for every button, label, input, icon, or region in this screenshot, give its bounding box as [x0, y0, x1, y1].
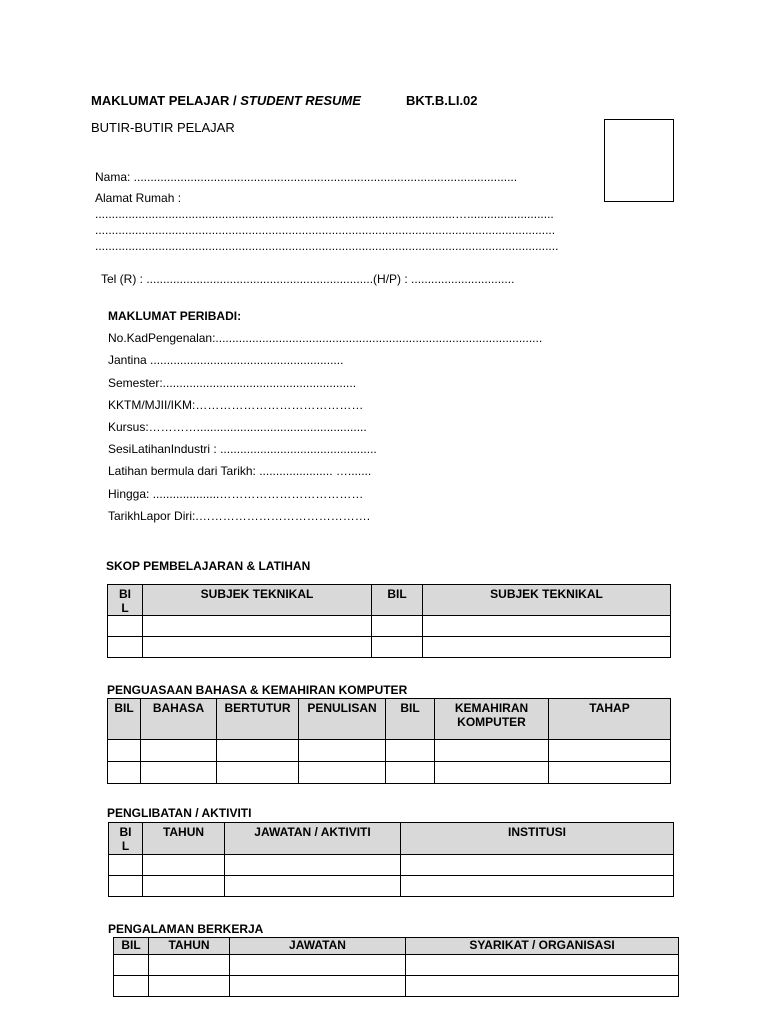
photo-box — [604, 119, 674, 202]
table-cell[interactable] — [549, 740, 671, 762]
aktiviti-heading: PENGLIBATAN / AKTIVITI — [107, 806, 252, 820]
alamat-line-2: .......................................................................................................................................... — [95, 223, 556, 237]
col-header: BI L — [109, 823, 143, 855]
col-header: TAHUN — [143, 823, 225, 855]
table-row — [108, 762, 671, 784]
tarikh-mula-field: Latihan bermula dari Tarikh: ...................... …....... — [108, 464, 372, 478]
col-header: BERTUTUR — [217, 699, 299, 740]
table-cell[interactable] — [549, 762, 671, 784]
tel-field: Tel (R) : ....................................................................(H/P) : ............................... — [101, 272, 515, 286]
table-cell[interactable] — [299, 740, 386, 762]
col-header: SUBJEK TEKNIKAL — [423, 585, 671, 616]
table-cell[interactable] — [149, 955, 230, 976]
table-cell[interactable] — [217, 762, 299, 784]
col-header: SYARIKAT / ORGANISASI — [406, 938, 679, 955]
col-header: BIL — [114, 938, 149, 955]
table-cell[interactable] — [143, 616, 372, 637]
col-header: JAWATAN — [230, 938, 406, 955]
hingga-field: Hingga: ....................……………………………… — [108, 487, 364, 501]
title-italic: STUDENT RESUME — [240, 93, 361, 108]
table-cell[interactable] — [225, 855, 401, 876]
table-cell[interactable] — [108, 637, 143, 658]
bahasa-table — [107, 698, 671, 784]
semester-field: Semester:.......................................................... — [108, 376, 357, 390]
table-cell[interactable] — [423, 616, 671, 637]
sesi-field: SesiLatihanIndustri : ............................................... — [108, 442, 377, 456]
page-title — [91, 93, 361, 108]
table-cell[interactable] — [386, 740, 435, 762]
table-cell[interactable] — [372, 637, 423, 658]
col-header: KEMAHIRAN KOMPUTER — [435, 699, 549, 740]
lapor-diri-field: TarikhLapor Diri:.……………………………………. — [108, 509, 371, 523]
subtitle: BUTIR-BUTIR PELAJAR — [91, 120, 235, 135]
table-cell[interactable] — [435, 762, 549, 784]
kerja-heading: PENGALAMAN BERKERJA — [108, 922, 264, 936]
table-cell[interactable] — [149, 976, 230, 997]
institusi-field: KKTM/MJII/IKM:…………………………………… — [108, 398, 364, 412]
skop-table — [107, 584, 671, 658]
table-cell[interactable] — [108, 616, 143, 637]
col-header: TAHUN — [149, 938, 230, 955]
table-cell[interactable] — [372, 616, 423, 637]
table-cell[interactable] — [143, 637, 372, 658]
table-cell[interactable] — [141, 740, 217, 762]
nama-field: Nama: ................................................................................................................... — [95, 170, 518, 184]
ic-field: No.KadPengenalan:.................................................................................................. — [108, 331, 543, 345]
col-header: BIL — [372, 585, 423, 616]
col-header: TAHAP — [549, 699, 671, 740]
table-row — [114, 976, 679, 997]
table-cell[interactable] — [109, 876, 143, 897]
table-cell[interactable] — [230, 976, 406, 997]
table-header-row — [108, 699, 671, 740]
doc-code: BKT.B.LI.02 — [406, 93, 478, 108]
col-header: JAWATAN / AKTIVITI — [225, 823, 401, 855]
table-cell[interactable] — [386, 762, 435, 784]
table-cell[interactable] — [230, 955, 406, 976]
title-plain: MAKLUMAT PELAJAR / — [91, 93, 241, 108]
col-header: BAHASA — [141, 699, 217, 740]
table-cell[interactable] — [435, 740, 549, 762]
alamat-line-3: ........................................................................................................................................... — [95, 239, 559, 253]
personal-heading: MAKLUMAT PERIBADI: — [108, 309, 242, 323]
table-row — [108, 740, 671, 762]
kerja-table — [113, 937, 679, 997]
col-header: BIL — [108, 699, 141, 740]
table-cell[interactable] — [108, 762, 141, 784]
table-row — [109, 876, 674, 897]
table-row — [114, 955, 679, 976]
table-cell[interactable] — [143, 876, 225, 897]
col-header: BI L — [108, 585, 143, 616]
table-row — [109, 855, 674, 876]
col-header: INSTITUSI — [401, 823, 674, 855]
table-cell[interactable] — [225, 876, 401, 897]
table-header-row — [114, 938, 679, 955]
col-header: PENULISAN — [299, 699, 386, 740]
col-header: BIL — [386, 699, 435, 740]
alamat-line-1: ............................................................................................................….......................... — [95, 207, 554, 221]
bahasa-heading: PENGUASAAN BAHASA & KEMAHIRAN KOMPUTER — [107, 683, 408, 697]
table-cell[interactable] — [401, 876, 674, 897]
table-cell[interactable] — [108, 740, 141, 762]
jantina-field: Jantina .......................................................... — [108, 353, 344, 367]
table-cell[interactable] — [299, 762, 386, 784]
table-row — [108, 616, 671, 637]
aktiviti-table — [108, 822, 674, 897]
table-cell[interactable] — [406, 955, 679, 976]
table-row — [108, 637, 671, 658]
table-header-row — [108, 585, 671, 616]
table-cell[interactable] — [217, 740, 299, 762]
skop-heading: SKOP PEMBELAJARAN & LATIHAN — [106, 559, 311, 573]
table-cell[interactable] — [109, 855, 143, 876]
table-cell[interactable] — [143, 855, 225, 876]
kursus-field: Kursus:…………................................................... — [108, 420, 367, 434]
alamat-label: Alamat Rumah : — [95, 191, 182, 205]
table-cell[interactable] — [114, 976, 149, 997]
table-header-row — [109, 823, 674, 855]
col-header: SUBJEK TEKNIKAL — [143, 585, 372, 616]
table-cell[interactable] — [141, 762, 217, 784]
table-cell[interactable] — [423, 637, 671, 658]
table-cell[interactable] — [401, 855, 674, 876]
table-cell[interactable] — [406, 976, 679, 997]
table-cell[interactable] — [114, 955, 149, 976]
